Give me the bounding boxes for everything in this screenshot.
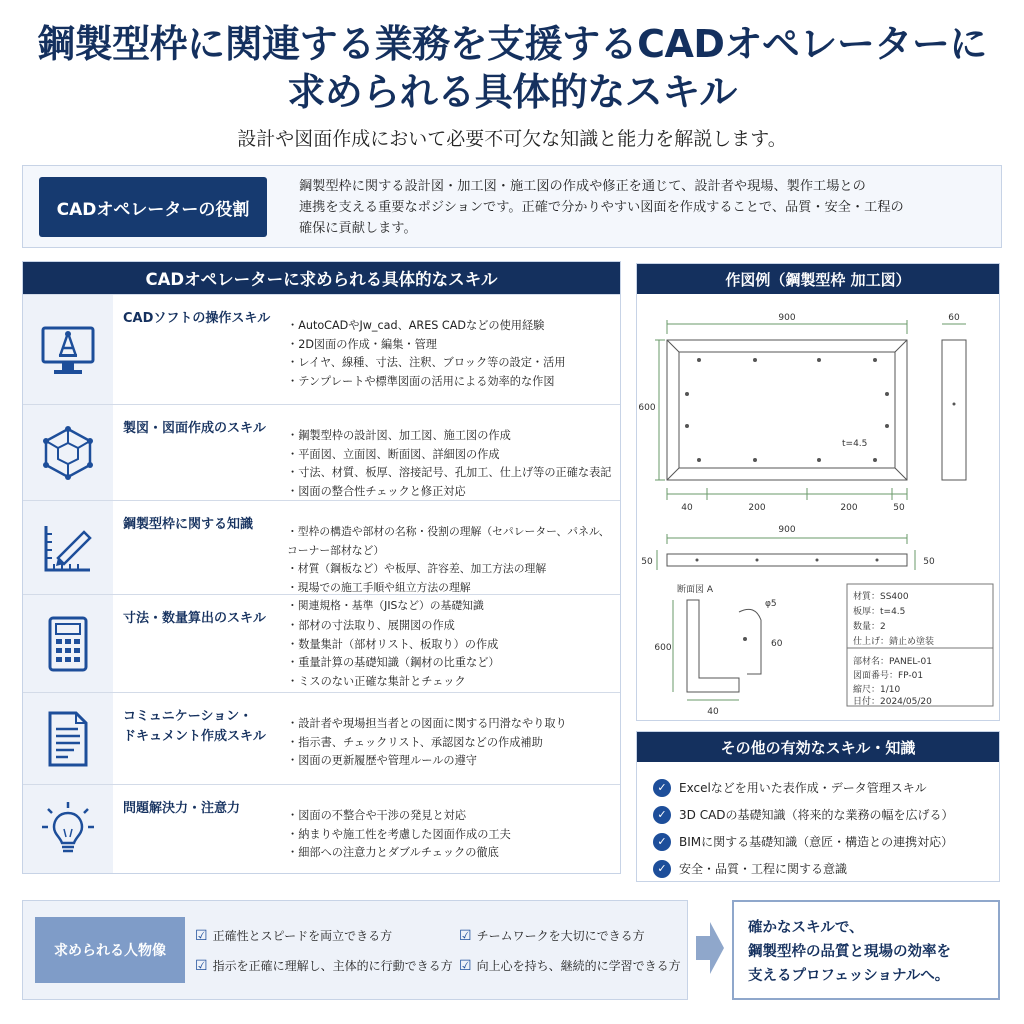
skill-title: 鋼製型枠に関する知識 bbox=[123, 517, 254, 532]
skill-item: ・ レイヤ、線種、寸法、注釈、ブロック等の設定・活用 bbox=[287, 354, 565, 373]
skill-item: ・ 平面図、立面図、断面図、詳細図の作成 bbox=[287, 446, 611, 465]
skills-heading: CADオペレーターに求められる具体的なスキル bbox=[23, 262, 620, 294]
skill-list bbox=[287, 427, 611, 501]
other-skill-item bbox=[637, 801, 999, 828]
calculator-icon bbox=[23, 595, 113, 692]
persona-text: 向上心を持ち、継続的に学習できる方 bbox=[476, 959, 681, 973]
persona-badge: 求められる人物像 bbox=[35, 917, 185, 983]
skill-row bbox=[23, 784, 620, 873]
skill-item: ・ 材質（鋼板など）や板厚、許容差、加工方法の理解 bbox=[287, 560, 620, 579]
dim-50-mid-r: 50 bbox=[923, 557, 935, 567]
skill-item: ・ 現場での施工手順や組立方法の理解 bbox=[287, 579, 620, 598]
skill-title bbox=[123, 707, 283, 747]
skill-item: ・ 図面の不整合や干渉の発見と対応 bbox=[287, 807, 511, 826]
skill-title: CADソフトの操作スキル bbox=[123, 311, 271, 326]
dim-900-top: 900 bbox=[778, 313, 796, 323]
skill-title-line: ドキュメント作成スキル bbox=[123, 729, 266, 744]
other-skill-item bbox=[637, 828, 999, 855]
page-subtitle: 設計や図面作成において必要不可欠な知識と能力を解説します。 bbox=[237, 128, 787, 150]
page-title-line1: 鋼製型枠に関連する業務を支援するCADオペレーターに bbox=[37, 22, 987, 66]
skill-list bbox=[287, 617, 500, 691]
skill-item: ・ AutoCADやJw_cad、ARES CADなどの使用経験 bbox=[287, 317, 565, 336]
other-skill-text: BIMに関する基礎知識（意匠・構造との連携対応） bbox=[679, 835, 954, 849]
check-circle-icon: ✓ bbox=[653, 779, 671, 797]
skill-row bbox=[23, 500, 620, 612]
other-skills-panel bbox=[636, 731, 1000, 882]
skill-item: ・ 関連規格・基準（JISなど）の基礎知識 bbox=[287, 597, 620, 616]
monitor-cad-icon bbox=[23, 295, 113, 404]
check-icon: ☑ bbox=[459, 957, 472, 974]
skill-row bbox=[23, 594, 620, 692]
closing-line: 支えるプロフェッショナルへ。 bbox=[748, 968, 950, 984]
skill-item: ・ 寸法、材質、板厚、溶接記号、孔加工、仕上げ等の正確な表記 bbox=[287, 464, 611, 483]
other-skill-text: 3D CADの基礎知識（将来的な業務の幅を広げる） bbox=[679, 808, 954, 822]
role-line: 鋼製型枠に関する設計図・加工図・施工図の作成や修正を通じて、設計者や現場、製作工場との bbox=[299, 179, 866, 194]
skill-list bbox=[287, 807, 511, 863]
persona-item bbox=[459, 957, 681, 974]
skill-title: 問題解決力・注意力 bbox=[123, 801, 241, 816]
check-icon: ☑ bbox=[195, 927, 208, 944]
drawing-heading: 作図例（鋼製型枠 加工図） bbox=[637, 264, 999, 294]
skill-item: ・ 型枠の構造や部材の名称・役割の理解（セパレーター、パネル、コーナー部材など） bbox=[287, 523, 620, 560]
dim-60-sec: 60 bbox=[771, 639, 783, 649]
skill-item: ・ 設計者や現場担当者との図面に関する円滑なやり取り bbox=[287, 715, 567, 734]
closing-line: 鋼製型枠の品質と現場の効率を bbox=[748, 944, 951, 960]
dim-200b: 200 bbox=[840, 503, 858, 513]
skill-row bbox=[23, 692, 620, 784]
persona-item bbox=[459, 927, 645, 944]
persona-text: 指示を正確に理解し、主体的に行動できる方 bbox=[212, 959, 453, 973]
persona-text: チームワークを大切にできる方 bbox=[476, 929, 645, 943]
other-skill-text: 安全・品質・工程に関する意識 bbox=[679, 862, 848, 876]
dim-40: 40 bbox=[681, 503, 693, 513]
other-skill-item bbox=[637, 774, 999, 801]
dim-phi: φ5 bbox=[765, 599, 777, 609]
other-skill-text: Excelなどを用いた表作成・データ管理スキル bbox=[679, 781, 927, 795]
check-icon: ☑ bbox=[195, 957, 208, 974]
page-title-line2: 求められる具体的なスキル bbox=[287, 70, 737, 114]
drawing-panel bbox=[636, 263, 1000, 721]
meta-line: 部材名：PANEL-01 bbox=[853, 657, 932, 667]
skill-item: ・ 数量集計（部材リスト、板取り）の作成 bbox=[287, 636, 500, 655]
meta-line: 日付：2024/05/20 bbox=[853, 697, 932, 707]
skill-item: ・ 図面の整合性チェックと修正対応 bbox=[287, 483, 611, 502]
skill-list bbox=[287, 715, 567, 771]
dim-900-mid: 900 bbox=[778, 525, 796, 535]
dim-40-sec: 40 bbox=[707, 707, 719, 717]
persona-item bbox=[195, 957, 453, 974]
network-cube-icon bbox=[23, 405, 113, 500]
arrow-right-icon bbox=[694, 918, 726, 978]
skill-row bbox=[23, 294, 620, 404]
closing-line: 確かなスキルで、 bbox=[748, 920, 864, 936]
closing-message bbox=[732, 900, 1000, 1000]
drawing-sheet bbox=[637, 294, 999, 720]
spec-line: 板厚：t=4.5 bbox=[853, 607, 906, 617]
document-icon bbox=[23, 693, 113, 784]
skill-item: ・ 部材の寸法取り、展開図の作成 bbox=[287, 617, 500, 636]
dim-600-left: 600 bbox=[638, 403, 656, 413]
dim-60-side: 60 bbox=[948, 313, 960, 323]
skill-item: ・ テンプレートや標準図面の活用による効率的な作図 bbox=[287, 373, 565, 392]
persona-item bbox=[195, 927, 392, 944]
skill-title: 製図・図面作成のスキル bbox=[123, 421, 266, 436]
skill-list bbox=[287, 317, 565, 391]
skill-item: ・ 2D図面の作成・編集・管理 bbox=[287, 336, 565, 355]
skill-item: ・ 図面の更新履歴や管理ルールの遵守 bbox=[287, 752, 567, 771]
spec-line: 仕上げ：錆止め塗装 bbox=[853, 637, 935, 647]
other-skills-heading: その他の有効なスキル・知識 bbox=[637, 732, 999, 762]
check-circle-icon: ✓ bbox=[653, 860, 671, 878]
role-section bbox=[22, 165, 1002, 248]
skills-panel bbox=[22, 261, 621, 874]
persona-text: 正確性とスピードを両立できる方 bbox=[212, 929, 393, 943]
dim-200a: 200 bbox=[748, 503, 766, 513]
role-line: 確保に貢献します。 bbox=[299, 221, 417, 236]
section-label: 断面図 A bbox=[677, 585, 714, 595]
skill-title-line: コミュニケーション・ bbox=[123, 709, 253, 724]
dim-50-mid: 50 bbox=[641, 557, 653, 567]
lightbulb-icon bbox=[23, 785, 113, 873]
dim-600-sec: 600 bbox=[654, 643, 672, 653]
persona-section bbox=[22, 900, 688, 1000]
skill-item: ・ 重量計算の基礎知識（鋼材の比重など） bbox=[287, 654, 500, 673]
role-badge: CADオペレーターの役割 bbox=[39, 177, 267, 237]
check-circle-icon: ✓ bbox=[653, 806, 671, 824]
other-skills-list bbox=[637, 774, 999, 882]
meta-line: 図面番号：FP-01 bbox=[853, 671, 924, 681]
skill-row bbox=[23, 404, 620, 500]
skill-item: ・ ミスのない正確な集計とチェック bbox=[287, 673, 500, 692]
other-skill-item bbox=[637, 855, 999, 882]
role-line: 連携を支える重要なポジションです。正確で分かりやすい図面を作成することで、品質・安全・工程の bbox=[299, 200, 904, 215]
page-title bbox=[0, 20, 1024, 116]
meta-line: 縮尺：1/10 bbox=[853, 685, 901, 695]
ruler-pencil-icon bbox=[23, 501, 113, 594]
skill-item: ・ 鋼製型枠の設計図、加工図、施工図の作成 bbox=[287, 427, 611, 446]
thickness-label: t=4.5 bbox=[842, 439, 868, 449]
skill-item: ・ 指示書、チェックリスト、承認図などの作成補助 bbox=[287, 734, 567, 753]
check-icon: ☑ bbox=[459, 927, 472, 944]
skill-title: 寸法・数量算出のスキル bbox=[123, 611, 266, 626]
spec-line: 材質：SS400 bbox=[853, 592, 909, 602]
role-description bbox=[299, 176, 989, 239]
dim-50: 50 bbox=[893, 503, 905, 513]
spec-line: 数量：2 bbox=[853, 622, 886, 632]
skill-item: ・ 納まりや施工性を考慮した図面作成の工夫 bbox=[287, 826, 511, 845]
skill-item: ・ 細部への注意力とダブルチェックの徹底 bbox=[287, 844, 511, 863]
check-circle-icon: ✓ bbox=[653, 833, 671, 851]
